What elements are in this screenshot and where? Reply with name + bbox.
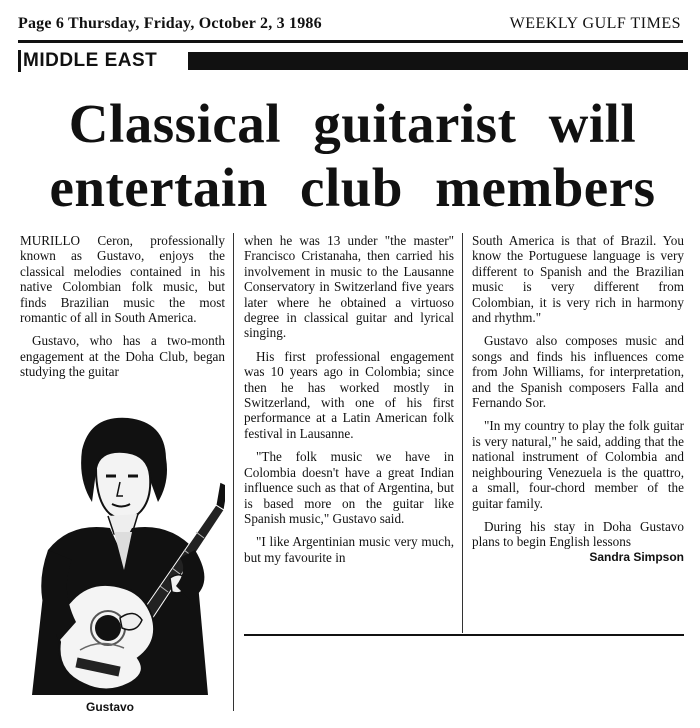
photo-caption: Gustavo [86,700,135,714]
paragraph: "In my country to play the folk guitar is very natural," he said, adding that the national instrument of Colombia and neighbouring Venezuela is the quattro, a small, four-chord member of the guitar family. [472,418,684,511]
article-column-1 [20,233,225,388]
guitarist-photo [20,410,225,695]
paragraph: MURILLO Ceron, professionally known as Gustavo, enjoys the classical melodies contained in his native Colombian folk music, but finds Brazilian music the most romantic of all in South America. [20,233,225,326]
paragraph: "I like Argentinian music very much, but my favourite in [244,534,454,565]
article-column-3 [472,233,684,565]
author-byline: Sandra Simpson [589,549,684,564]
paragraph-text: During his stay in Doha Gustavo plans to begin English lessons [472,518,684,550]
headline-line-1: Classical guitarist will [68,93,637,154]
headline-line-2: entertain club members [49,157,656,218]
article-column-2 [244,233,454,573]
section-bar [188,52,688,70]
guitarist-illustration [20,410,225,695]
section-banner [18,50,688,72]
newspaper-name: WEEKLY GULF TIMES [509,15,681,32]
article-bottom-rule [244,634,684,636]
column-divider [462,233,463,633]
header-rule [18,40,683,43]
paragraph: Gustavo also composes music and songs and finds his influences come from John Williams, for interpretation, and the Spanish composers Falla and Fernando Sor. [472,333,684,411]
section-label: MIDDLE EAST [18,50,163,72]
paragraph-last [472,518,684,564]
paragraph: "The folk music we have in Colombia doesn't have a great Indian influence such as that of Argentina, but is based more on the guitar like Spanish music," Gustavo said. [244,449,454,526]
headline [20,92,685,220]
page-header [18,14,683,38]
column-divider [233,233,234,711]
page-date-info: Page 6 Thursday, Friday, October 2, 3 1986 [18,15,322,32]
paragraph: Gustavo, who has a two-month engagement at the Doha Club, began studying the guitar [20,333,225,380]
paragraph: South America is that of Brazil. You know the Portuguese language is very different to Spanish and the Brazilian music is very different from Colombian, it is very rich in harmony and rhythm." [472,233,684,326]
paragraph: when he was 13 under "the master" Francisco Cristanaha, then carried his involvement in music to the Lausanne Conservatory in Switzerland five years later where he obtained a virtuoso degree in classical guitar and lyrical singing. [244,233,454,341]
paragraph: His first professional engagement was 10 years ago in Colombia; since then he has worked mostly in Switzerland, with one of his first performance at a Latin American folk festival in Lausanne. [244,348,454,441]
